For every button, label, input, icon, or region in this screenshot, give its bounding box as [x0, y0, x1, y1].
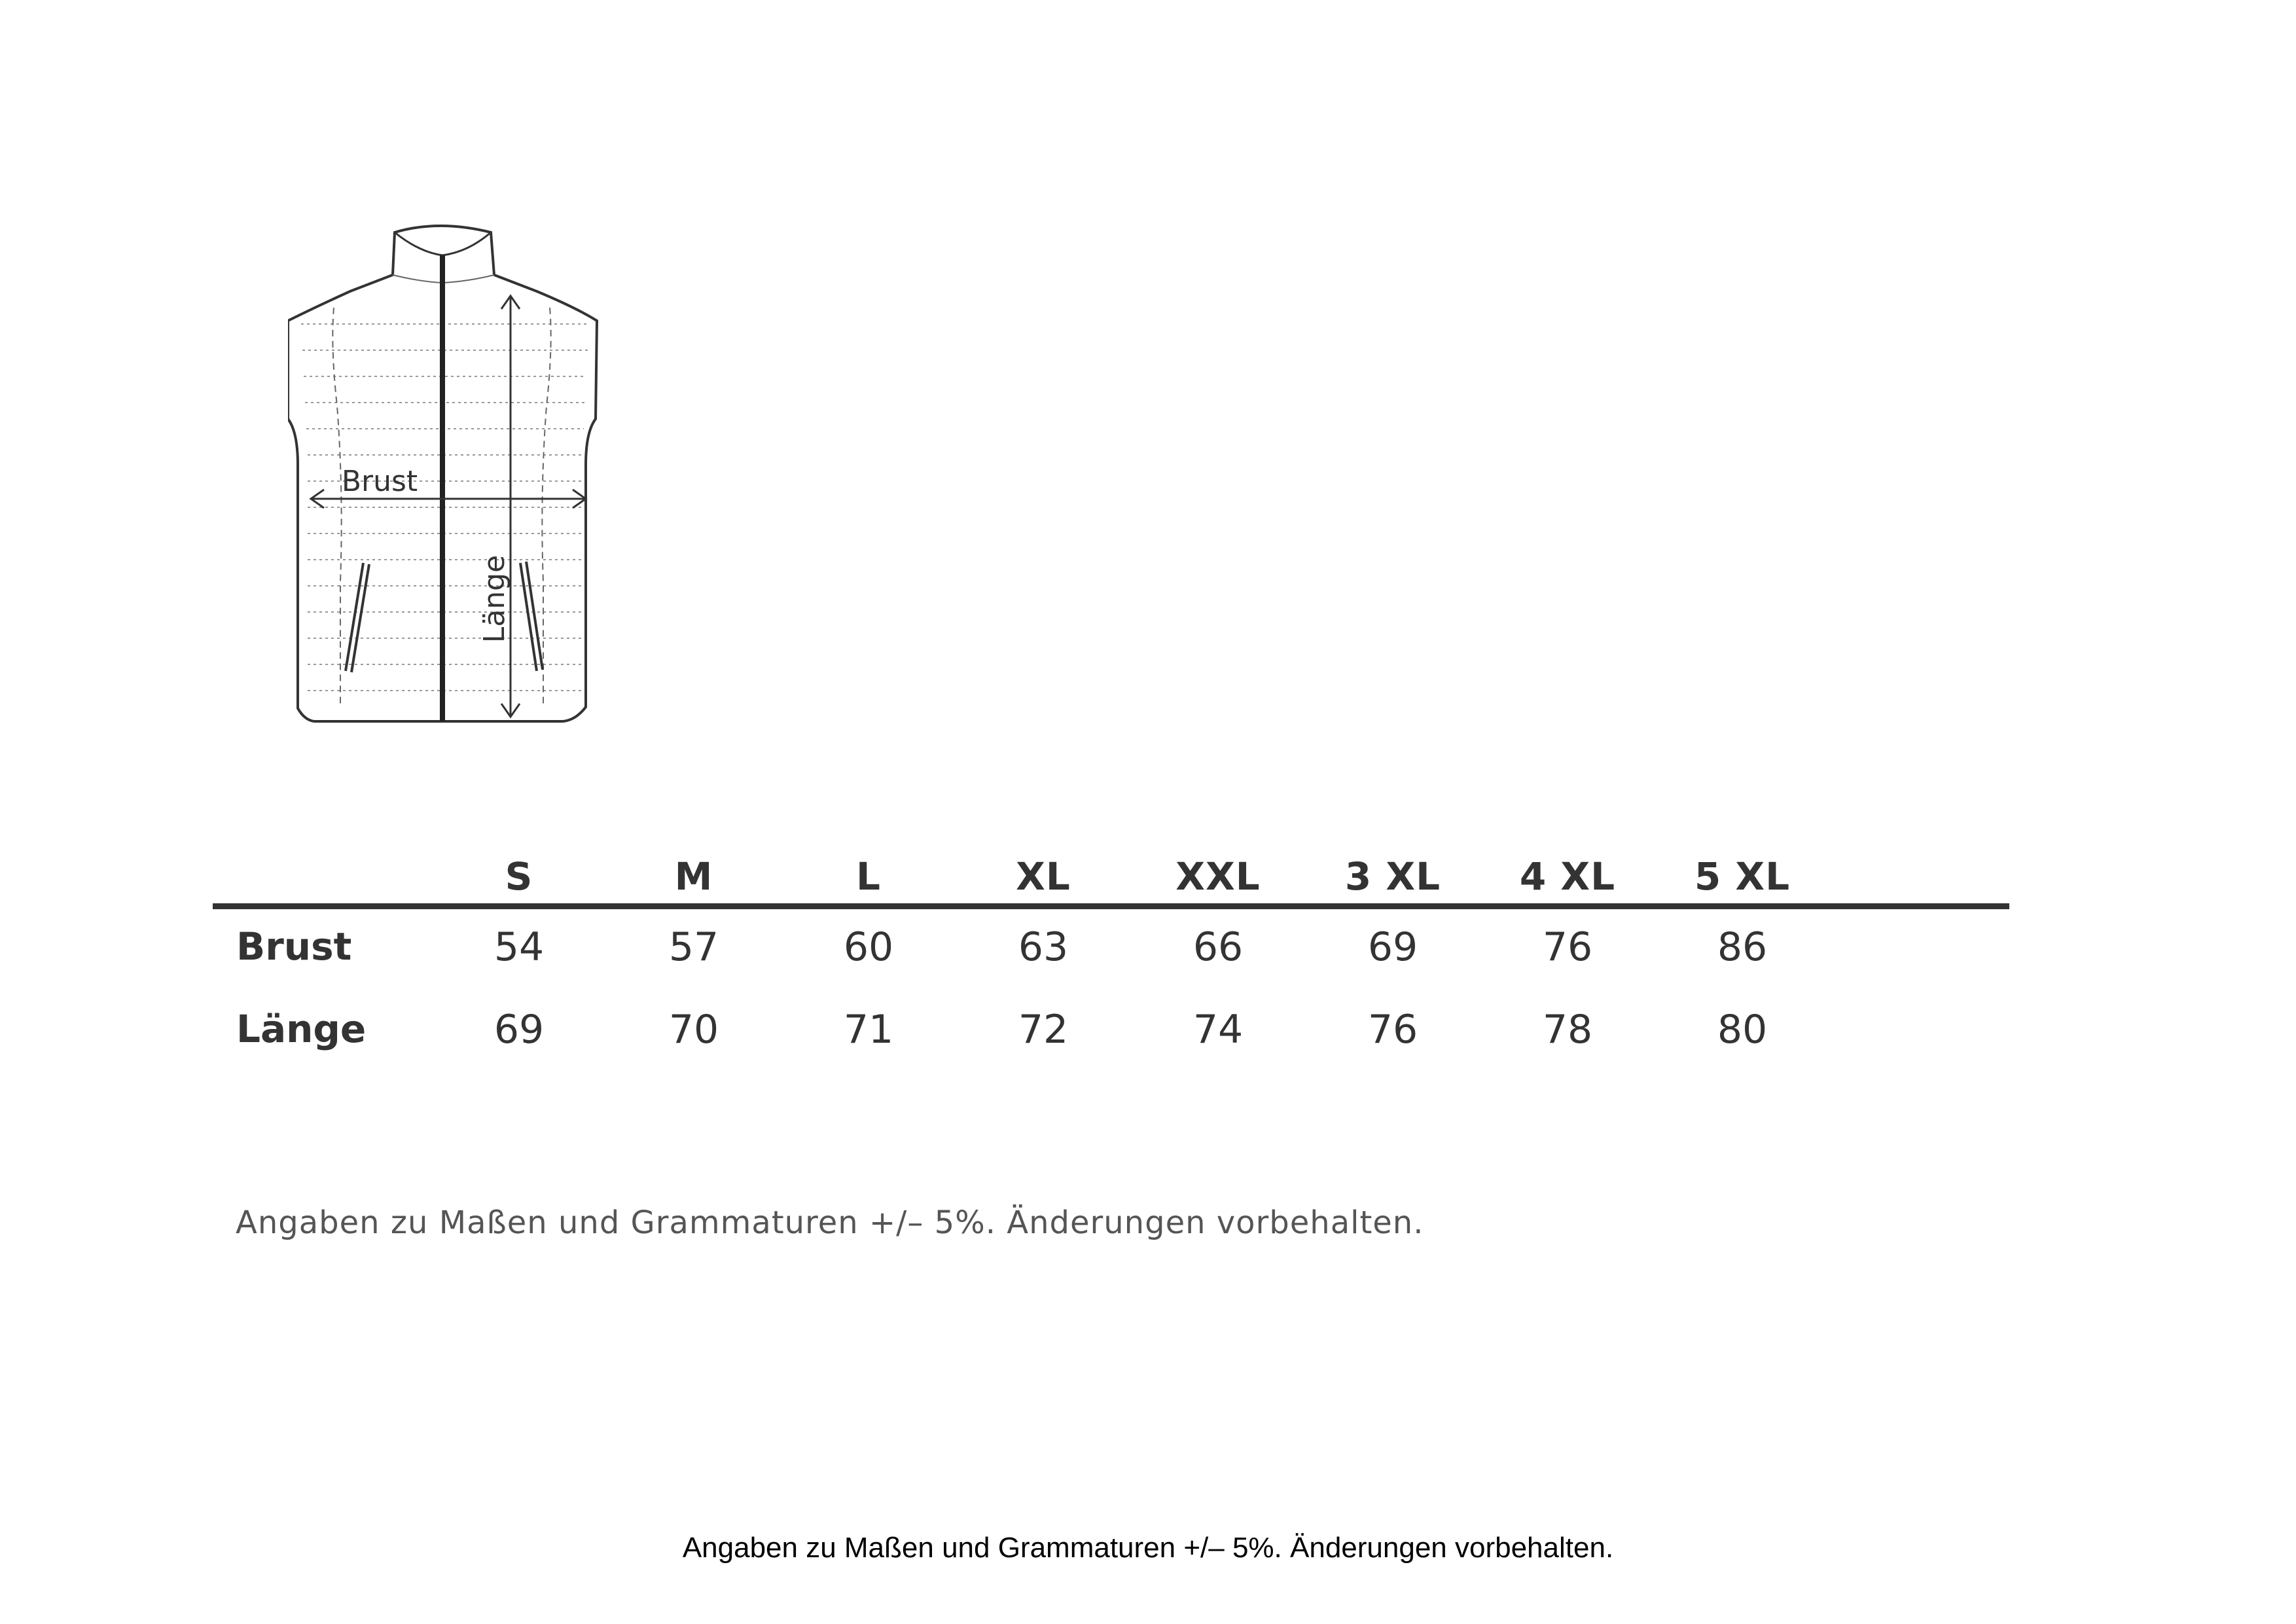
footer-note: Angaben zu Maßen und Grammaturen +/– 5%. Änderungen vorbehalten.	[682, 1532, 1614, 1564]
size-header-m: M	[674, 854, 713, 899]
cell-laenge-3xl: 76	[1367, 1007, 1418, 1053]
size-header-5xl: 5 XL	[1694, 854, 1791, 899]
cell-brust-3xl: 69	[1367, 924, 1418, 970]
cell-laenge-s: 69	[493, 1007, 545, 1053]
header-divider	[213, 903, 2009, 909]
size-header-xl: XL	[1016, 854, 1071, 899]
size-table	[213, 831, 2009, 1074]
chest-label: Brust	[341, 465, 418, 498]
size-header-3xl: 3 XL	[1344, 854, 1441, 899]
size-header-xxl: XXL	[1175, 854, 1261, 899]
cell-brust-l: 60	[843, 924, 894, 970]
size-header-4xl: 4 XL	[1519, 854, 1616, 899]
cell-brust-m: 57	[668, 924, 719, 970]
cell-brust-xl: 63	[1018, 924, 1069, 970]
cell-laenge-m: 70	[668, 1007, 719, 1053]
size-header-s: S	[505, 854, 533, 899]
cell-brust-s: 54	[493, 924, 545, 970]
cell-laenge-l: 71	[843, 1007, 894, 1053]
cell-laenge-4xl: 78	[1542, 1007, 1593, 1053]
cell-laenge-5xl: 80	[1717, 1007, 1768, 1053]
cell-laenge-xl: 72	[1018, 1007, 1069, 1053]
cell-brust-xxl: 66	[1193, 924, 1244, 970]
cell-brust-4xl: 76	[1542, 924, 1593, 970]
size-header-l: L	[856, 854, 881, 899]
vest-diagram	[288, 216, 615, 733]
row-label-brust: Brust	[236, 924, 352, 969]
tolerance-note: Angaben zu Maßen und Grammaturen +/– 5%. Änderungen vorbehalten.	[236, 1204, 1424, 1241]
collar	[395, 232, 491, 255]
cell-laenge-xxl: 74	[1193, 1007, 1244, 1053]
cell-brust-5xl: 86	[1717, 924, 1768, 970]
row-label-laenge: Länge	[236, 1007, 367, 1051]
length-arrow	[501, 296, 520, 717]
vest-illustration	[288, 216, 615, 733]
length-label: Länge	[478, 554, 511, 643]
